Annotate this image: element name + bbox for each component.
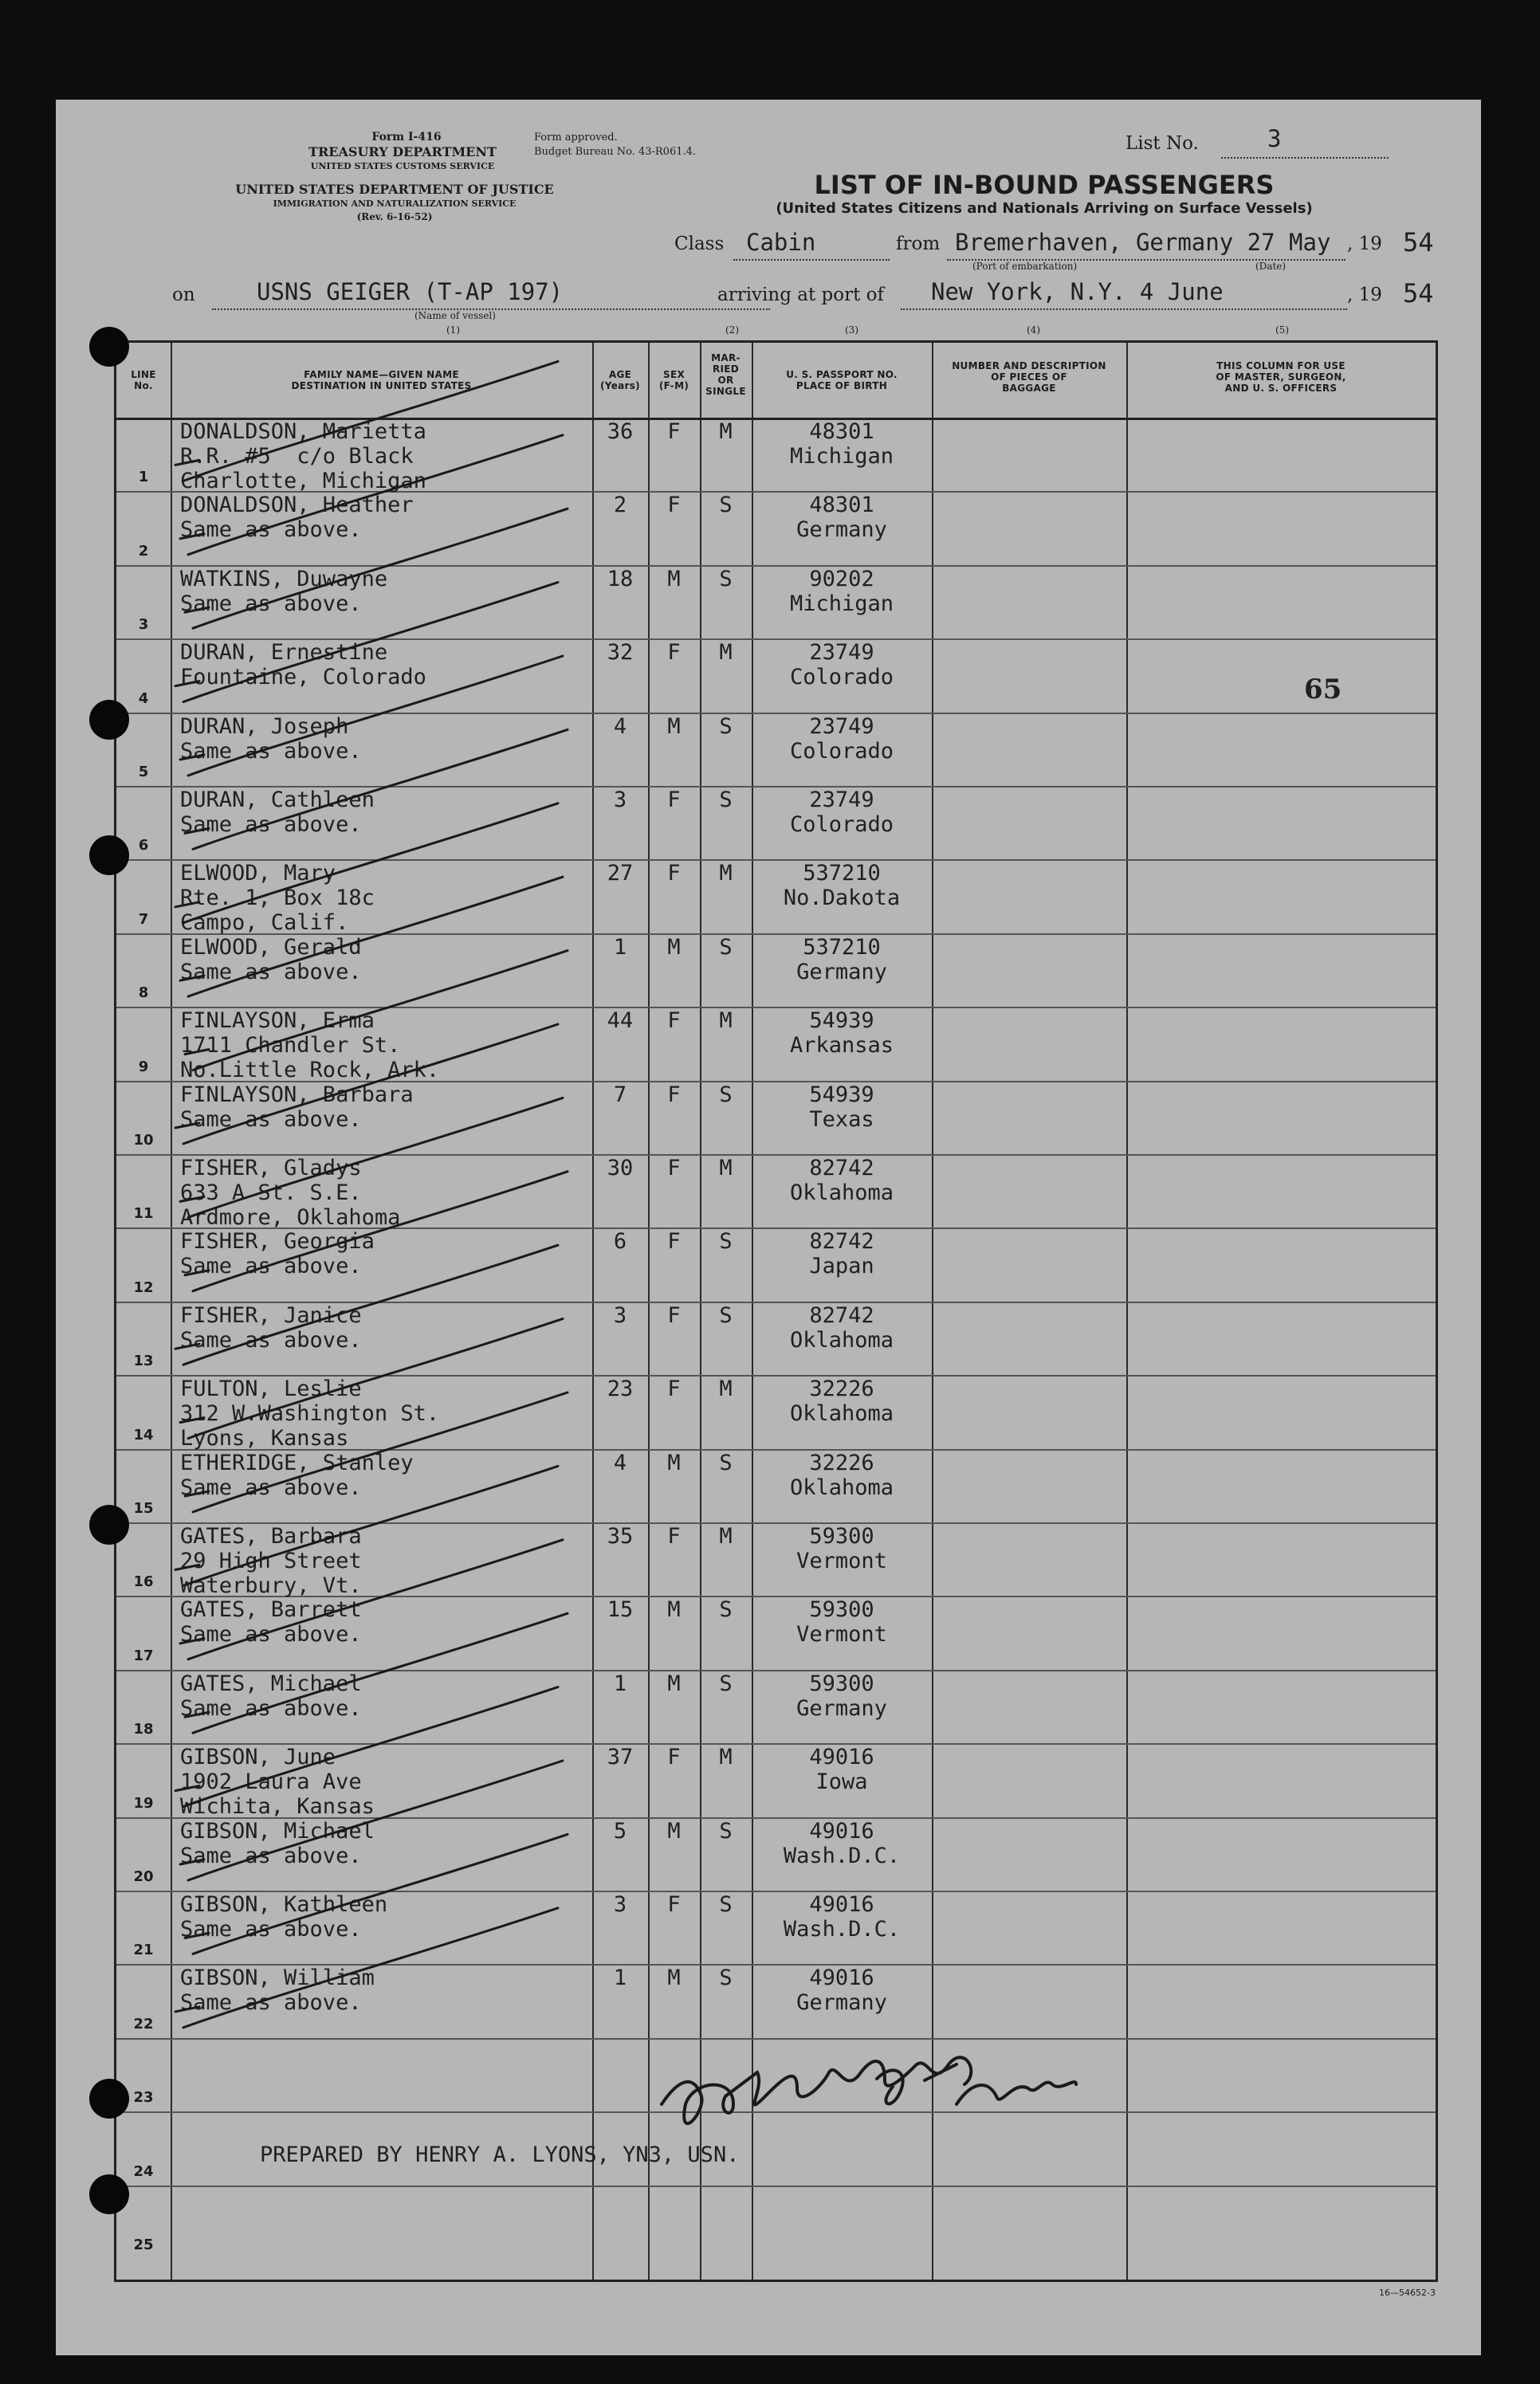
year-value-2: 54 — [1403, 278, 1434, 308]
passenger-marital-status: S — [719, 1082, 733, 1107]
passenger-name: FINLAYSON, Barbara Same as above. — [180, 1082, 414, 1132]
passenger-passport-birthplace: 23749 Colorado — [789, 713, 894, 764]
passenger-name: FINLAYSON, Erma 1711 Chandler St. No.Little Rock, Ark. — [180, 1008, 440, 1083]
passenger-passport-birthplace: 32226 Oklahoma — [789, 1377, 894, 1427]
passenger-sex: F — [667, 1377, 681, 1402]
passenger-passport-birthplace: 59300 Vermont — [796, 1524, 887, 1573]
footer-code: 16—54652-3 — [1379, 2288, 1436, 2298]
passenger-name: ETHERIDGE, Stanley Same as above. — [180, 1450, 414, 1500]
line-number: 17 — [133, 1647, 154, 1664]
col-num-4: (4) — [1027, 324, 1040, 336]
passenger-passport-birthplace: 59300 Vermont — [796, 1597, 887, 1648]
line-number: 23 — [133, 2089, 154, 2107]
passenger-marital-status: S — [719, 1302, 733, 1328]
line-number: 20 — [133, 1868, 154, 1885]
passenger-marital-status: S — [719, 1966, 733, 1991]
passenger-marital-status: S — [719, 713, 733, 739]
passenger-sex: M — [667, 1966, 681, 1991]
col-num-2: (2) — [725, 324, 739, 336]
binder-hole — [89, 2079, 129, 2119]
customs-service: UNITED STATES CUSTOMS SERVICE — [310, 161, 495, 171]
passenger-name: DONALDSON, Marietta R.R. #5 c/o Black Charlotte, Michigan — [180, 419, 426, 493]
line-number: 21 — [133, 1942, 154, 1959]
col-header-age: AGE (Years) — [600, 369, 640, 391]
passenger-sex: F — [667, 1745, 681, 1770]
passenger-marital-status: S — [719, 934, 733, 960]
passenger-passport-birthplace: 59300 Germany — [796, 1671, 887, 1721]
treasury-department: TREASURY DEPARTMENT — [308, 144, 497, 159]
passenger-marital-status: M — [719, 861, 733, 886]
passenger-marital-status: M — [719, 1524, 733, 1549]
embarkation-value: Bremerhaven, Germany 27 May — [955, 229, 1331, 256]
passenger-sex: M — [667, 713, 681, 739]
passenger-sex: F — [667, 1156, 681, 1180]
passenger-passport-birthplace: 54939 Texas — [809, 1082, 874, 1132]
passenger-sex: F — [667, 1008, 681, 1034]
passenger-passport-birthplace: 82742 Japan — [809, 1229, 874, 1279]
passenger-name: WATKINS, Duwayne Same as above. — [180, 566, 388, 616]
passenger-name: DURAN, Joseph Same as above. — [180, 713, 362, 764]
line-number: 6 — [138, 837, 149, 854]
row-divider — [116, 2038, 1436, 2040]
form-title: LIST OF IN-BOUND PASSENGERS — [814, 170, 1275, 200]
passenger-marital-status: S — [719, 566, 733, 591]
passenger-marital-status: S — [719, 1597, 733, 1623]
passenger-age: 6 — [613, 1229, 627, 1255]
col-header-line: LINE No. — [131, 369, 156, 391]
col-header-sex: SEX (F-M) — [658, 369, 689, 391]
passenger-marital-status: S — [719, 493, 733, 518]
year-prefix-2: , 19 — [1347, 285, 1382, 305]
binder-hole — [89, 2174, 129, 2214]
passenger-marital-status: M — [719, 1156, 733, 1180]
passenger-age: 18 — [607, 566, 634, 591]
passenger-age: 4 — [613, 1450, 627, 1475]
passenger-name: ELWOOD, Mary Rte. 1, Box 18c Campo, Calif. — [180, 861, 375, 936]
passenger-marital-status: M — [719, 1377, 733, 1402]
from-label: from — [896, 234, 941, 254]
col-num-1: (1) — [446, 324, 460, 336]
passenger-passport-birthplace: 90202 Michigan — [789, 566, 894, 616]
line-number: 16 — [133, 1573, 154, 1591]
passenger-marital-status: M — [719, 1008, 733, 1034]
passenger-marital-status: S — [719, 1671, 733, 1696]
vessel-caption: (Name of vessel) — [414, 310, 496, 321]
passenger-sex: M — [667, 566, 681, 591]
passenger-marital-status: S — [719, 787, 733, 812]
line-number: 18 — [133, 1721, 154, 1738]
line-number: 25 — [133, 2237, 154, 2253]
passenger-sex: F — [667, 640, 681, 666]
passenger-age: 7 — [613, 1082, 627, 1107]
binder-hole — [89, 835, 129, 875]
passenger-age: 32 — [607, 640, 634, 666]
year-value-1: 54 — [1403, 227, 1434, 257]
passenger-name: FISHER, Gladys 633 A St. S.E. Ardmore, Oklahoma — [180, 1156, 401, 1230]
passenger-passport-birthplace: 82742 Oklahoma — [789, 1302, 894, 1353]
line-number: 19 — [133, 1794, 154, 1812]
justice-department: UNITED STATES DEPARTMENT OF JUSTICE — [235, 182, 554, 197]
passenger-passport-birthplace: 49016 Wash.D.C. — [783, 1892, 901, 1942]
passenger-sex: M — [667, 1450, 681, 1475]
passenger-age: 1 — [613, 1966, 627, 1991]
class-label: Class — [674, 234, 725, 254]
passenger-name: FISHER, Georgia Same as above. — [180, 1229, 375, 1279]
passenger-sex: F — [667, 1082, 681, 1107]
arrival-line — [901, 308, 1347, 310]
col-header-name: FAMILY NAME—GIVEN NAME DESTINATION IN UNITED STATES — [291, 369, 472, 391]
passenger-age: 4 — [613, 713, 627, 739]
vessel-name: USNS GEIGER (T-AP 197) — [257, 278, 564, 305]
line-number: 8 — [138, 984, 149, 1002]
passenger-name: GIBSON, William Same as above. — [180, 1966, 375, 2016]
line-number: 7 — [138, 910, 149, 928]
passenger-age: 27 — [607, 861, 634, 886]
binder-hole — [89, 327, 129, 367]
passenger-sex: M — [667, 934, 681, 960]
passenger-passport-birthplace: 23749 Colorado — [789, 640, 894, 690]
list-no-line — [1221, 157, 1389, 159]
binder-hole — [89, 1505, 129, 1545]
col-header-married: MAR- RIED OR SINGLE — [705, 352, 746, 397]
passenger-age: 37 — [607, 1745, 634, 1770]
passenger-age: 3 — [613, 1302, 627, 1328]
line-number: 3 — [138, 616, 149, 634]
list-no-label: List No. — [1126, 133, 1199, 154]
passenger-age: 3 — [613, 1892, 627, 1917]
on-label: on — [172, 285, 195, 305]
immigration-service: IMMIGRATION AND NATURALIZATION SERVICE — [273, 198, 517, 209]
line-number: 1 — [138, 469, 149, 486]
col-num-5: (5) — [1275, 324, 1289, 336]
line-number: 4 — [138, 689, 149, 707]
passenger-name: GATES, Michael Same as above. — [180, 1671, 362, 1721]
date-caption: (Date) — [1255, 261, 1287, 272]
line-number: 9 — [138, 1058, 149, 1075]
line-number: 14 — [133, 1426, 154, 1443]
passenger-marital-status: S — [719, 1818, 733, 1844]
col-header-officers: THIS COLUMN FOR USE OF MASTER, SURGEON, AND U. S. OFFICERS — [1216, 360, 1346, 394]
passenger-name: FISHER, Janice Same as above. — [180, 1302, 362, 1353]
passenger-age: 1 — [613, 934, 627, 960]
passenger-sex: F — [667, 861, 681, 886]
passenger-passport-birthplace: 32226 Oklahoma — [789, 1450, 894, 1500]
binder-hole — [89, 700, 129, 740]
passenger-name: DONALDSON, Heather Same as above. — [180, 493, 414, 543]
line-number: 24 — [133, 2162, 154, 2180]
passenger-marital-status: M — [719, 640, 733, 666]
passenger-name: GATES, Barbara 29 High Street Waterbury, Vt. — [180, 1524, 362, 1598]
passenger-sex: F — [667, 1229, 681, 1255]
passenger-sex: M — [667, 1671, 681, 1696]
passenger-age: 35 — [607, 1524, 634, 1549]
passenger-passport-birthplace: 82742 Oklahoma — [789, 1156, 894, 1205]
passenger-name: FULTON, Leslie 312 W.Washington St. Lyons, Kansas — [180, 1377, 440, 1451]
passenger-age: 2 — [613, 493, 627, 518]
passenger-sex: M — [667, 1597, 681, 1623]
passenger-age: 36 — [607, 419, 634, 444]
form-number: Form I-416 — [371, 131, 442, 143]
arriving-label: arriving at port of — [717, 285, 884, 305]
line-number: 15 — [133, 1500, 154, 1517]
line-number: 13 — [133, 1353, 154, 1370]
passenger-passport-birthplace: 23749 Colorado — [789, 787, 894, 837]
passenger-name: GIBSON, Michael Same as above. — [180, 1818, 375, 1868]
col-header-baggage: NUMBER AND DESCRIPTION OF PIECES OF BAGGAGE — [952, 360, 1106, 394]
class-line — [733, 259, 890, 261]
passenger-marital-status: S — [719, 1229, 733, 1255]
passenger-age: 30 — [607, 1156, 634, 1180]
passenger-marital-status: S — [719, 1450, 733, 1475]
line-number: 11 — [133, 1205, 154, 1223]
line-number: 22 — [133, 2015, 154, 2032]
embarkation-caption: (Port of embarkation) — [972, 261, 1078, 272]
col-header-passport: U. S. PASSPORT NO. PLACE OF BIRTH — [786, 369, 898, 391]
line-number: 10 — [133, 1132, 154, 1149]
passenger-sex: M — [667, 1818, 681, 1844]
line-number: 5 — [138, 764, 149, 780]
passenger-age: 3 — [613, 787, 627, 812]
passenger-age: 1 — [613, 1671, 627, 1696]
passenger-age: 44 — [607, 1008, 634, 1034]
passenger-passport-birthplace: 48301 Michigan — [789, 419, 894, 469]
passenger-passport-birthplace: 49016 Wash.D.C. — [783, 1818, 901, 1868]
arrival-value: New York, N.Y. 4 June — [931, 278, 1224, 305]
passenger-age: 23 — [607, 1377, 634, 1402]
line-number: 2 — [138, 542, 149, 560]
passenger-name: DURAN, Cathleen Same as above. — [180, 787, 375, 837]
row-divider — [116, 2186, 1436, 2187]
passenger-passport-birthplace: 537210 No.Dakota — [783, 861, 901, 911]
passenger-sex: F — [667, 1302, 681, 1328]
list-no-value: 3 — [1267, 125, 1282, 152]
passenger-sex: F — [667, 493, 681, 518]
form-approved: Form approved. — [534, 132, 618, 143]
col-num-3: (3) — [845, 324, 858, 336]
passenger-passport-birthplace: 48301 Germany — [796, 493, 887, 543]
line-number: 12 — [133, 1278, 154, 1296]
passenger-name: ELWOOD, Gerald Same as above. — [180, 934, 362, 984]
officer-note: 65 — [1304, 674, 1342, 705]
passenger-sex: F — [667, 419, 681, 444]
passenger-marital-status: M — [719, 1745, 733, 1770]
passenger-passport-birthplace: 54939 Arkansas — [789, 1008, 894, 1058]
passenger-name: GIBSON, June 1902 Laura Ave Wichita, Kansas — [180, 1745, 375, 1820]
passenger-marital-status: M — [719, 419, 733, 444]
prepared-by: PREPARED BY HENRY A. LYONS, YN3, USN. — [260, 2142, 740, 2167]
passenger-passport-birthplace: 537210 Germany — [796, 934, 887, 984]
passenger-name: GATES, Barrett Same as above. — [180, 1597, 362, 1648]
class-value: Cabin — [746, 229, 816, 256]
year-prefix-1: , 19 — [1347, 234, 1382, 254]
passenger-age: 5 — [613, 1818, 627, 1844]
form-subtitle: (United States Citizens and Nationals Arriving on Surface Vessels) — [776, 200, 1313, 217]
passenger-passport-birthplace: 49016 Iowa — [809, 1745, 874, 1795]
passenger-name: GIBSON, Kathleen Same as above. — [180, 1892, 388, 1942]
row-divider — [116, 2111, 1436, 2113]
passenger-sex: F — [667, 787, 681, 812]
passenger-passport-birthplace: 49016 Germany — [796, 1966, 887, 2016]
passenger-sex: F — [667, 1524, 681, 1549]
passenger-marital-status: S — [719, 1892, 733, 1917]
passenger-name: DURAN, Ernestine Fountaine, Colorado — [180, 640, 426, 690]
passenger-age: 15 — [607, 1597, 634, 1623]
revision-date: (Rev. 6-16-52) — [356, 211, 433, 222]
passenger-table — [114, 340, 1438, 2282]
passenger-sex: F — [667, 1892, 681, 1917]
budget-bureau: Budget Bureau No. 43-R061.4. — [534, 146, 697, 158]
